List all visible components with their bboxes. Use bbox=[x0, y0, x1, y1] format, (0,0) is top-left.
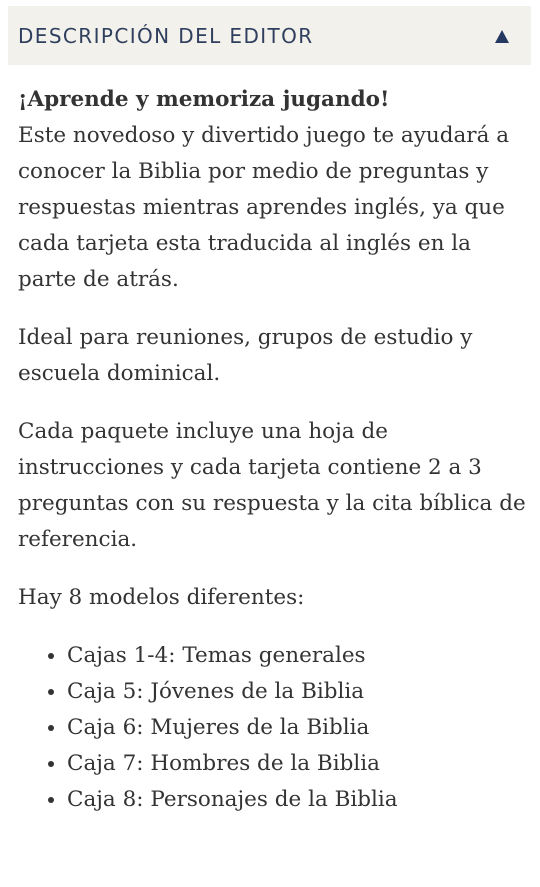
description-body bbox=[18, 82, 528, 818]
list-item: • Caja 5: Jóvenes de la Biblia bbox=[67, 674, 528, 710]
lead-heading: ¡Aprende y memoriza jugando! bbox=[18, 87, 390, 112]
list-item: • Cajas 1-4: Temas generales bbox=[67, 638, 528, 674]
ideal-paragraph: Ideal para reuniones, grupos de estudio y escuela dominical. bbox=[18, 325, 473, 386]
publisher-description-toggle[interactable] bbox=[8, 6, 531, 65]
section-title: DESCRIPCIÓN DEL EDITOR bbox=[18, 23, 314, 48]
models-intro: Hay 8 modelos diferentes: bbox=[18, 585, 305, 610]
list-item: • Caja 6: Mujeres de la Biblia bbox=[67, 710, 528, 746]
caret-up-icon[interactable] bbox=[495, 30, 509, 43]
package-paragraph: Cada paquete incluye una hoja de instrucciones y cada tarjeta contiene 2 a 3 preguntas con su respuesta y la cita bíblica de referencia. bbox=[18, 419, 526, 552]
list-item: • Caja 8: Personajes de la Biblia bbox=[67, 782, 528, 818]
intro-paragraph bbox=[18, 82, 528, 298]
intro-text: Este novedoso y divertido juego te ayudará a conocer la Biblia por medio de preguntas y respuestas mientras aprendes inglés, ya que cada tarjeta esta traducida al inglés en la parte de atrás. bbox=[18, 123, 510, 292]
list-item: • Caja 7: Hombres de la Biblia bbox=[67, 746, 528, 782]
models-list bbox=[18, 638, 528, 818]
